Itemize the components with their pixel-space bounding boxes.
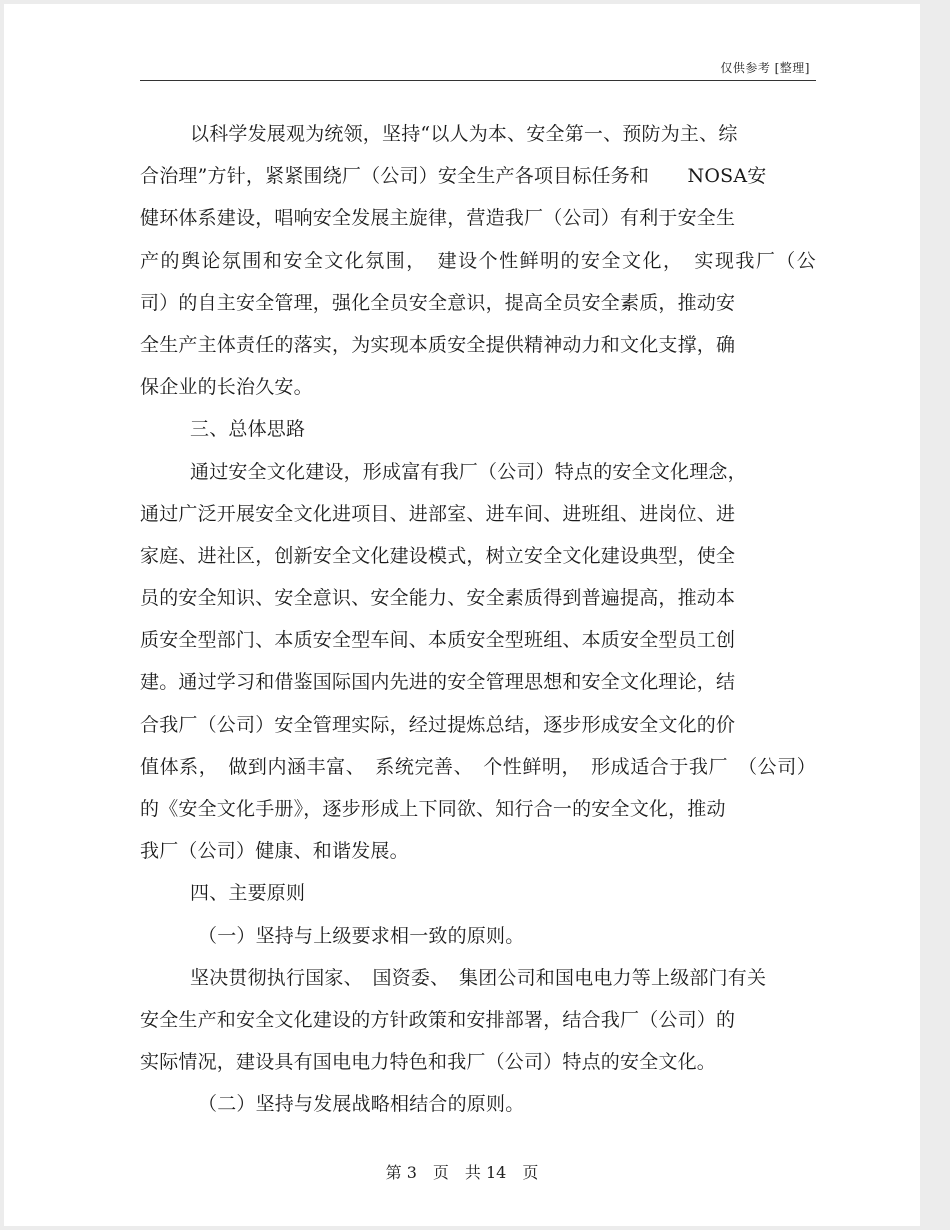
body-text	[140, 113, 816, 1126]
text-line: 四、主要原则	[190, 882, 306, 905]
text-line: 三、总体思路	[190, 418, 306, 441]
page-header: 仅供参考 [整理]	[720, 61, 810, 75]
text-line: （一）坚持与上级要求相一致的原则。	[198, 924, 525, 947]
text-line: 质安全型部门、本质安全型车间、本质安全型班组、本质安全型员工创	[140, 629, 736, 652]
text-line: 通过广泛开展安全文化进项目、进部室、进车间、进班组、进岗位、进	[140, 502, 736, 525]
text-line: 产的舆论氛围和安全文化氛围， 建设个性鲜明的安全文化， 实现我厂（公	[140, 249, 816, 272]
text-line: 保企业的长治久安。	[140, 376, 313, 399]
text-line: 以科学发展观为统领，坚持“以人为本、安全第一、预防为主、综	[190, 123, 738, 145]
text-line: 实际情况，建设具有国电电力特色和我厂（公司）特点的安全文化。	[140, 1051, 717, 1074]
text-line: 安全生产和安全文化建设的方针政策和安排部署，结合我厂（公司）的	[140, 1008, 736, 1031]
text-line: 的《安全文化手册》，逐步形成上下同欲、知行合一的安全文化，推动	[140, 798, 726, 820]
text-line: 通过安全文化建设，形成富有我厂（公司）特点的安全文化理念，	[190, 460, 747, 483]
text-line: 我厂（公司）健康、和谐发展。	[140, 840, 409, 863]
document-page	[4, 4, 920, 1226]
text-line: 坚决贯彻执行国家、 国资委、 集团公司和国电电力等上级部门有关	[190, 966, 767, 989]
text-line: 全生产主体责任的落实，为实现本质安全提供精神动力和文化支撑，确	[140, 333, 736, 356]
text-line: 员的安全知识、安全意识、安全能力、安全素质得到普遍提高，推动本	[140, 587, 736, 610]
text-line: （二）坚持与发展战略相结合的原则。	[198, 1093, 525, 1116]
text-line: 合我厂（公司）安全管理实际，经过提炼总结，逐步形成安全文化的价	[140, 713, 736, 736]
text-line: 健环体系建设，唱响安全发展主旋律，营造我厂（公司）有利于安全生	[140, 207, 736, 230]
page-footer: 第 3 页 共 14 页	[385, 1163, 539, 1182]
text-line: 合治理”方针，紧紧围绕厂（公司）安全生产各项目标任务和 NOSA安	[140, 165, 767, 188]
text-line: 值体系， 做到内涵丰富、 系统完善、 个性鲜明， 形成适合于我厂 （公司）	[140, 755, 816, 778]
text-line: 司）的自主安全管理，强化全员安全意识，提高全员安全素质，推动安	[140, 291, 736, 314]
header-divider	[140, 80, 816, 81]
text-line: 家庭、进社区，创新安全文化建设模式，树立安全文化建设典型，使全	[140, 544, 736, 567]
text-line: 建。通过学习和借鉴国际国内先进的安全管理思想和安全文化理论，结	[140, 671, 736, 694]
